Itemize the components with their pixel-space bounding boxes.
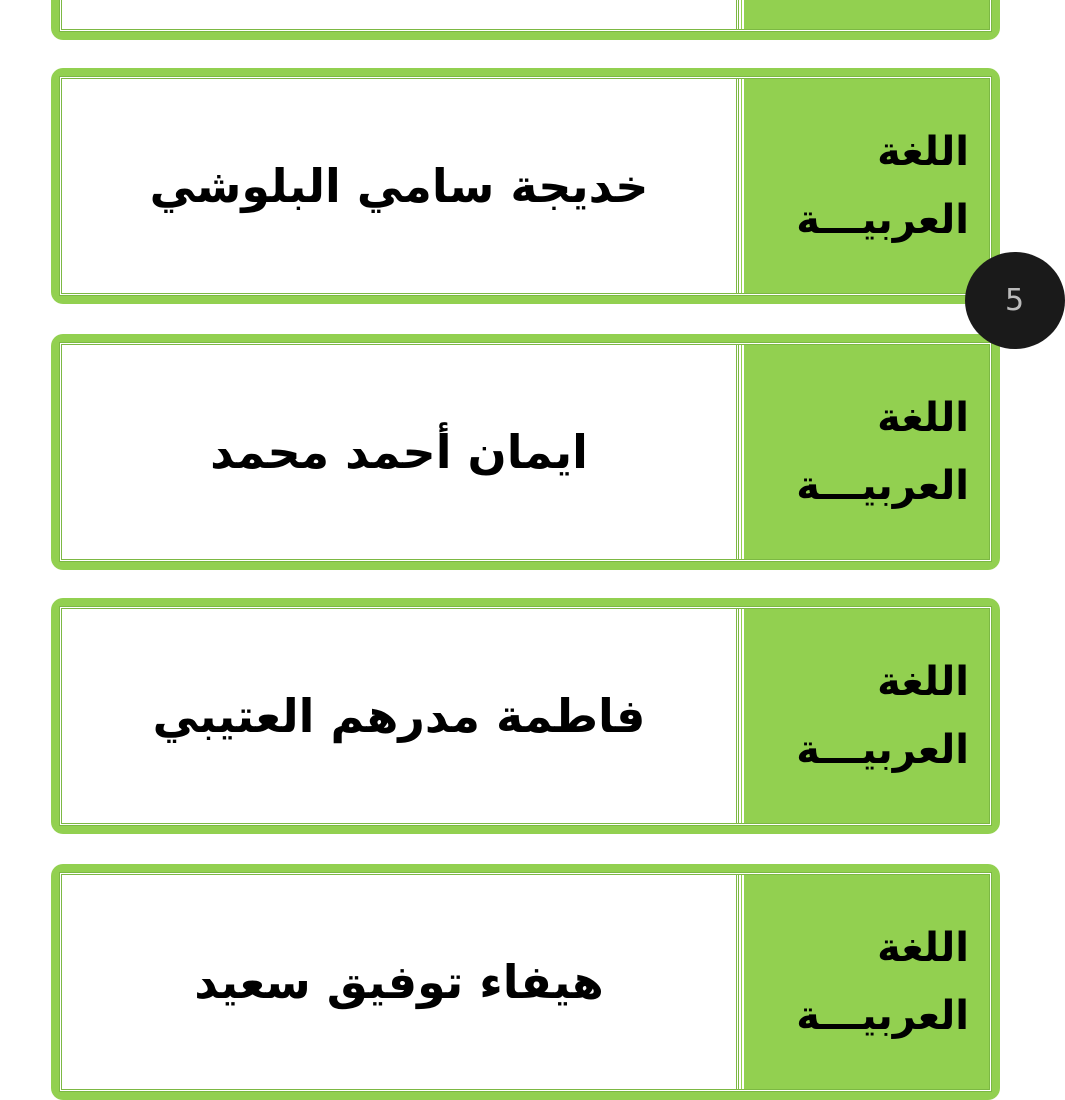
name-card-3 <box>51 598 1000 834</box>
name-card-inner <box>59 0 992 32</box>
subject-label-line1: اللغة <box>877 129 969 175</box>
subject-label-line2: العربيـــة <box>796 463 969 509</box>
name-cell <box>62 345 739 559</box>
name-card-1 <box>51 68 1000 304</box>
name-card-inner <box>59 872 992 1092</box>
page-number-badge[interactable] <box>965 252 1065 349</box>
subject-cell <box>739 79 989 293</box>
subject-label-line1: اللغة <box>877 659 969 705</box>
name-cell <box>62 875 739 1089</box>
subject-cell <box>739 0 989 29</box>
name-card-inner <box>59 606 992 826</box>
person-name: ايمان أحمد محمد <box>210 425 588 479</box>
subject-cell <box>739 609 989 823</box>
subject-label-line2: العربيـــة <box>796 727 969 773</box>
name-cell <box>62 79 739 293</box>
subject-label-line1: اللغة <box>877 395 969 441</box>
person-name: خديجة سامي البلوشي <box>149 159 649 213</box>
subject-label-line2: العربيـــة <box>796 993 969 1039</box>
subject-cell <box>739 345 989 559</box>
person-name: فاطمة مدرهم العتيبي <box>152 689 646 743</box>
name-card-partial <box>51 0 1000 40</box>
name-card-4 <box>51 864 1000 1100</box>
name-card-inner <box>59 76 992 296</box>
subject-cell <box>739 875 989 1089</box>
person-name: هيفاء توفيق سعيد <box>194 955 604 1009</box>
subject-label-line2: العربيـــة <box>796 197 969 243</box>
name-cell <box>62 0 739 29</box>
subject-label-line1: اللغة <box>877 925 969 971</box>
name-cell <box>62 609 739 823</box>
name-card-inner <box>59 342 992 562</box>
page-number: 5 <box>1005 283 1025 318</box>
name-card-2 <box>51 334 1000 570</box>
